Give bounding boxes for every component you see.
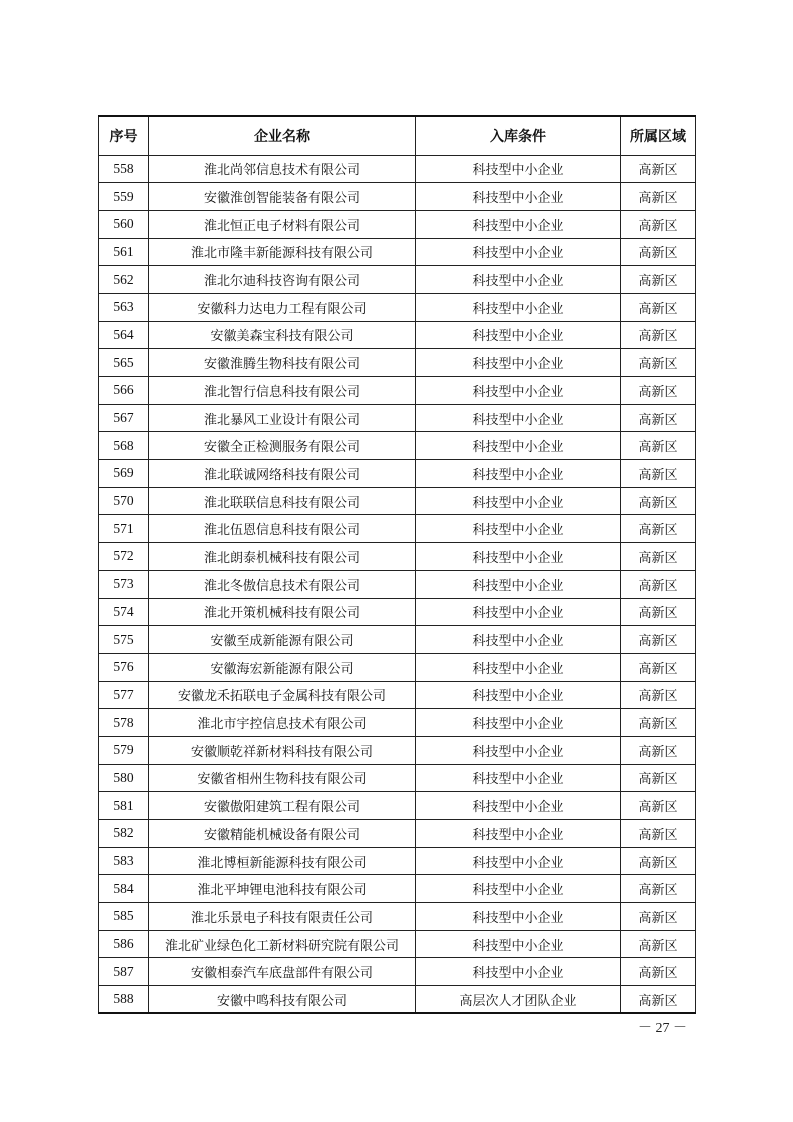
cell-area: 高新区: [621, 986, 696, 1014]
table-row: [99, 875, 696, 903]
cell-company-name: 淮北冬傲信息技术有限公司: [149, 570, 416, 598]
cell-area: 高新区: [621, 626, 696, 654]
enterprise-list-table: [98, 115, 696, 1014]
cell-seq: 571: [99, 515, 149, 543]
table-row: [99, 653, 696, 681]
cell-area: 高新区: [621, 238, 696, 266]
table-row: [99, 958, 696, 986]
cell-condition: 科技型中小企业: [416, 792, 621, 820]
cell-company-name: 安徽傲阳建筑工程有限公司: [149, 792, 416, 820]
table-row: [99, 183, 696, 211]
cell-condition: 科技型中小企业: [416, 210, 621, 238]
cell-seq: 567: [99, 404, 149, 432]
cell-area: 高新区: [621, 903, 696, 931]
cell-area: 高新区: [621, 792, 696, 820]
cell-area: 高新区: [621, 681, 696, 709]
table-row: [99, 709, 696, 737]
cell-seq: 586: [99, 930, 149, 958]
cell-area: 高新区: [621, 930, 696, 958]
cell-company-name: 淮北朗泰机械科技有限公司: [149, 543, 416, 571]
cell-company-name: 淮北市宇控信息技术有限公司: [149, 709, 416, 737]
cell-seq: 584: [99, 875, 149, 903]
cell-condition: 科技型中小企业: [416, 653, 621, 681]
cell-seq: 573: [99, 570, 149, 598]
table-row: [99, 903, 696, 931]
table-row: [99, 764, 696, 792]
cell-seq: 559: [99, 183, 149, 211]
table-row: [99, 570, 696, 598]
cell-seq: 560: [99, 210, 149, 238]
cell-condition: 科技型中小企业: [416, 626, 621, 654]
table-row: [99, 930, 696, 958]
cell-seq: 587: [99, 958, 149, 986]
cell-area: 高新区: [621, 266, 696, 294]
table-row: [99, 847, 696, 875]
cell-seq: 576: [99, 653, 149, 681]
cell-condition: 科技型中小企业: [416, 515, 621, 543]
cell-condition: 科技型中小企业: [416, 238, 621, 266]
cell-company-name: 安徽相泰汽车底盘部件有限公司: [149, 958, 416, 986]
cell-seq: 563: [99, 293, 149, 321]
cell-area: 高新区: [621, 764, 696, 792]
table-row: [99, 681, 696, 709]
cell-seq: 583: [99, 847, 149, 875]
cell-seq: 588: [99, 986, 149, 1014]
cell-company-name: 安徽至成新能源有限公司: [149, 626, 416, 654]
table-row: [99, 155, 696, 183]
table-row: [99, 266, 696, 294]
cell-condition: 科技型中小企业: [416, 736, 621, 764]
cell-company-name: 淮北市隆丰新能源科技有限公司: [149, 238, 416, 266]
table-row: [99, 515, 696, 543]
cell-area: 高新区: [621, 543, 696, 571]
cell-company-name: 淮北联诚网络科技有限公司: [149, 460, 416, 488]
cell-company-name: 淮北尚邻信息技术有限公司: [149, 155, 416, 183]
cell-seq: 558: [99, 155, 149, 183]
cell-area: 高新区: [621, 210, 696, 238]
cell-seq: 582: [99, 820, 149, 848]
cell-company-name: 淮北恒正电子材料有限公司: [149, 210, 416, 238]
cell-area: 高新区: [621, 598, 696, 626]
header-name: 企业名称: [149, 116, 416, 155]
table-row: [99, 432, 696, 460]
cell-area: 高新区: [621, 404, 696, 432]
table-row: [99, 820, 696, 848]
cell-company-name: 安徽美森宝科技有限公司: [149, 321, 416, 349]
cell-condition: 科技型中小企业: [416, 321, 621, 349]
table-row: [99, 349, 696, 377]
cell-condition: 科技型中小企业: [416, 266, 621, 294]
cell-company-name: 淮北矿业绿色化工新材料研究院有限公司: [149, 930, 416, 958]
header-area: 所属区域: [621, 116, 696, 155]
cell-company-name: 安徽顺乾祥新材料科技有限公司: [149, 736, 416, 764]
table-body: [99, 155, 696, 1013]
cell-seq: 585: [99, 903, 149, 931]
table-row: [99, 792, 696, 820]
table-row: [99, 404, 696, 432]
header-seq: 序号: [99, 116, 149, 155]
cell-area: 高新区: [621, 293, 696, 321]
cell-condition: 科技型中小企业: [416, 875, 621, 903]
cell-area: 高新区: [621, 487, 696, 515]
table-row: [99, 238, 696, 266]
cell-condition: 科技型中小企业: [416, 460, 621, 488]
cell-seq: 562: [99, 266, 149, 294]
table-row: [99, 598, 696, 626]
cell-condition: 科技型中小企业: [416, 432, 621, 460]
table-row: [99, 626, 696, 654]
table-row: [99, 986, 696, 1014]
cell-condition: 科技型中小企业: [416, 183, 621, 211]
cell-company-name: 淮北平坤锂电池科技有限公司: [149, 875, 416, 903]
cell-company-name: 安徽海宏新能源有限公司: [149, 653, 416, 681]
cell-seq: 579: [99, 736, 149, 764]
cell-area: 高新区: [621, 349, 696, 377]
cell-seq: 574: [99, 598, 149, 626]
cell-company-name: 安徽龙禾拓联电子金属科技有限公司: [149, 681, 416, 709]
cell-area: 高新区: [621, 460, 696, 488]
cell-area: 高新区: [621, 736, 696, 764]
cell-seq: 580: [99, 764, 149, 792]
cell-condition: 科技型中小企业: [416, 903, 621, 931]
cell-company-name: 安徽省相州生物科技有限公司: [149, 764, 416, 792]
cell-seq: 564: [99, 321, 149, 349]
cell-area: 高新区: [621, 377, 696, 405]
cell-condition: 科技型中小企业: [416, 349, 621, 377]
table-row: [99, 460, 696, 488]
cell-condition: 高层次人才团队企业: [416, 986, 621, 1014]
cell-company-name: 安徽淮创智能装备有限公司: [149, 183, 416, 211]
cell-condition: 科技型中小企业: [416, 543, 621, 571]
header-row: [99, 116, 696, 155]
cell-area: 高新区: [621, 847, 696, 875]
cell-company-name: 安徽中鸣科技有限公司: [149, 986, 416, 1014]
cell-condition: 科技型中小企业: [416, 487, 621, 515]
cell-company-name: 淮北尔迪科技咨询有限公司: [149, 266, 416, 294]
cell-company-name: 淮北开策机械科技有限公司: [149, 598, 416, 626]
cell-seq: 572: [99, 543, 149, 571]
table-row: [99, 487, 696, 515]
cell-seq: 575: [99, 626, 149, 654]
cell-company-name: 淮北博桓新能源科技有限公司: [149, 847, 416, 875]
table-row: [99, 210, 696, 238]
cell-condition: 科技型中小企业: [416, 958, 621, 986]
cell-company-name: 淮北智行信息科技有限公司: [149, 377, 416, 405]
cell-condition: 科技型中小企业: [416, 293, 621, 321]
cell-seq: 570: [99, 487, 149, 515]
cell-area: 高新区: [621, 155, 696, 183]
table-row: [99, 377, 696, 405]
cell-area: 高新区: [621, 820, 696, 848]
cell-condition: 科技型中小企业: [416, 709, 621, 737]
cell-seq: 581: [99, 792, 149, 820]
cell-seq: 569: [99, 460, 149, 488]
cell-condition: 科技型中小企业: [416, 155, 621, 183]
cell-condition: 科技型中小企业: [416, 377, 621, 405]
cell-company-name: 安徽淮腾生物科技有限公司: [149, 349, 416, 377]
cell-area: 高新区: [621, 875, 696, 903]
cell-condition: 科技型中小企业: [416, 930, 621, 958]
cell-condition: 科技型中小企业: [416, 820, 621, 848]
cell-company-name: 安徽全正检测服务有限公司: [149, 432, 416, 460]
cell-area: 高新区: [621, 515, 696, 543]
cell-company-name: 淮北伍恩信息科技有限公司: [149, 515, 416, 543]
cell-company-name: 安徽科力达电力工程有限公司: [149, 293, 416, 321]
cell-seq: 568: [99, 432, 149, 460]
header-condition: 入库条件: [416, 116, 621, 155]
cell-company-name: 淮北暴风工业设计有限公司: [149, 404, 416, 432]
cell-seq: 565: [99, 349, 149, 377]
table-row: [99, 543, 696, 571]
cell-condition: 科技型中小企业: [416, 404, 621, 432]
cell-area: 高新区: [621, 321, 696, 349]
table-row: [99, 293, 696, 321]
cell-seq: 578: [99, 709, 149, 737]
cell-area: 高新区: [621, 183, 696, 211]
cell-seq: 566: [99, 377, 149, 405]
table-row: [99, 321, 696, 349]
cell-area: 高新区: [621, 432, 696, 460]
page-number: － 27 －: [638, 1021, 687, 1036]
cell-area: 高新区: [621, 653, 696, 681]
cell-area: 高新区: [621, 570, 696, 598]
cell-seq: 577: [99, 681, 149, 709]
cell-condition: 科技型中小企业: [416, 681, 621, 709]
cell-condition: 科技型中小企业: [416, 598, 621, 626]
cell-seq: 561: [99, 238, 149, 266]
table-header: [99, 116, 696, 155]
cell-condition: 科技型中小企业: [416, 847, 621, 875]
cell-condition: 科技型中小企业: [416, 570, 621, 598]
cell-company-name: 安徽精能机械设备有限公司: [149, 820, 416, 848]
table-row: [99, 736, 696, 764]
cell-area: 高新区: [621, 709, 696, 737]
cell-area: 高新区: [621, 958, 696, 986]
cell-company-name: 淮北乐景电子科技有限责任公司: [149, 903, 416, 931]
cell-condition: 科技型中小企业: [416, 764, 621, 792]
cell-company-name: 淮北联联信息科技有限公司: [149, 487, 416, 515]
